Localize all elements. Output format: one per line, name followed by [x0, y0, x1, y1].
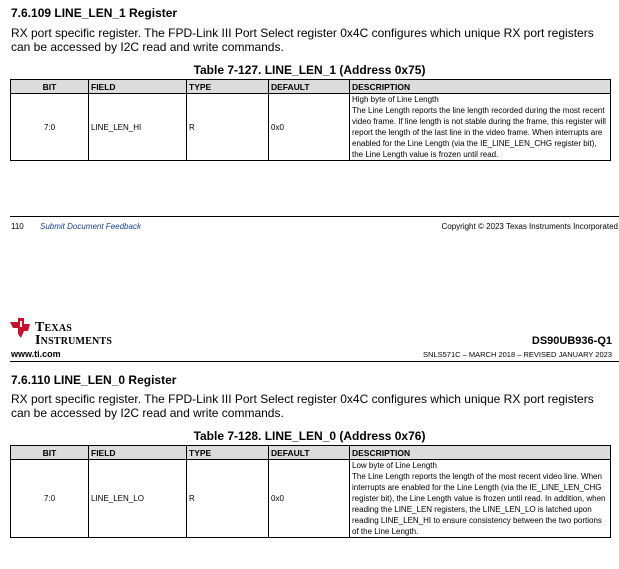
header-divider — [10, 361, 619, 362]
table-header-row — [11, 80, 611, 94]
section-title: 7.6.109 LINE_LEN_1 Register — [11, 6, 178, 20]
cell-description — [350, 94, 611, 161]
table-title: Table 7-128. LINE_LEN_0 (Address 0x76) — [193, 429, 426, 443]
logo-instruments-rest: NSTRUMENTS — [40, 336, 113, 347]
header-field: FIELD — [89, 80, 187, 94]
cell-description — [350, 460, 611, 538]
header-description: DESCRIPTION — [350, 446, 611, 460]
site-url[interactable]: www.ti.com — [11, 349, 61, 359]
table-title: Table 7-127. LINE_LEN_1 (Address 0x75) — [193, 63, 426, 77]
section-body: RX port specific register. The FPD-Link III Port Select register 0x4C configures which unique RX port registers can be accessed by I2C read and write commands. — [11, 392, 594, 420]
cell-bit: 7:0 — [11, 94, 89, 161]
ti-logo-icon-shape — [9, 316, 33, 340]
cell-default: 0x0 — [269, 94, 350, 161]
section-body: RX port specific register. The FPD-Link III Port Select register 0x4C configures which unique RX port registers can be accessed by I2C read and write commands. — [11, 26, 594, 54]
cell-type: R — [187, 460, 269, 538]
page-number: 110 — [11, 222, 24, 231]
cell-default: 0x0 — [269, 460, 350, 538]
header-type: TYPE — [187, 80, 269, 94]
description-summary: Low byte of Line Length — [352, 461, 437, 470]
description-detail: The Line Length reports the length of the most recent video line. When interrupts are enabled for the Line Length (via the IE_LINE_LEN_CHG register bit), the Line Length value is frozen until read. In addition, when reading the LINE_LEN registers, the LINE_LEN_LO is latched upon reading LINE_LEN_HI to ensure consistency between the two portions of the Line Length. — [352, 472, 606, 536]
submit-feedback-link[interactable]: Submit Document Feedback — [40, 222, 141, 231]
header-field: FIELD — [89, 446, 187, 460]
table-row — [11, 94, 611, 161]
header-default: DEFAULT — [269, 446, 350, 460]
register-table — [10, 445, 611, 538]
cell-bit: 7:0 — [11, 460, 89, 538]
copyright-text: Copyright © 2023 Texas Instruments Incorporated — [441, 222, 618, 231]
header-bit: BIT — [11, 446, 89, 460]
description-detail: The Line Length reports the line length recorded during the most recent video frame. If line length is not stable during the frame, this register will report the length of the last line in the video frame. When interrupts are enabled for the Line Length (via the IE_LINE_LEN_CHG register bit), the Line Length value is frozen until read. — [352, 106, 606, 159]
table-header-row — [11, 446, 611, 460]
document-id: DS90UB936-Q1 — [531, 335, 612, 347]
table-row — [11, 460, 611, 538]
document-revision: SNLS571C – MARCH 2018 – REVISED JANUARY 2023 — [423, 350, 612, 359]
header-default: DEFAULT — [269, 80, 350, 94]
logo-instruments: INSTRUMENTS — [35, 333, 113, 348]
cell-type: R — [187, 94, 269, 161]
ti-logo-icon — [9, 316, 33, 340]
cell-field: LINE_LEN_HI — [89, 94, 187, 161]
footer-divider — [10, 216, 619, 217]
header-bit: BIT — [11, 80, 89, 94]
section-title: 7.6.110 LINE_LEN_0 Register — [11, 373, 177, 387]
register-table — [10, 79, 611, 161]
cell-field: LINE_LEN_LO — [89, 460, 187, 538]
header-description: DESCRIPTION — [350, 80, 611, 94]
header-type: TYPE — [187, 446, 269, 460]
description-summary: High byte of Line Length — [352, 95, 439, 104]
logo-texas: TEXAS — [35, 320, 73, 335]
logo-texas-rest: EXAS — [44, 323, 73, 334]
